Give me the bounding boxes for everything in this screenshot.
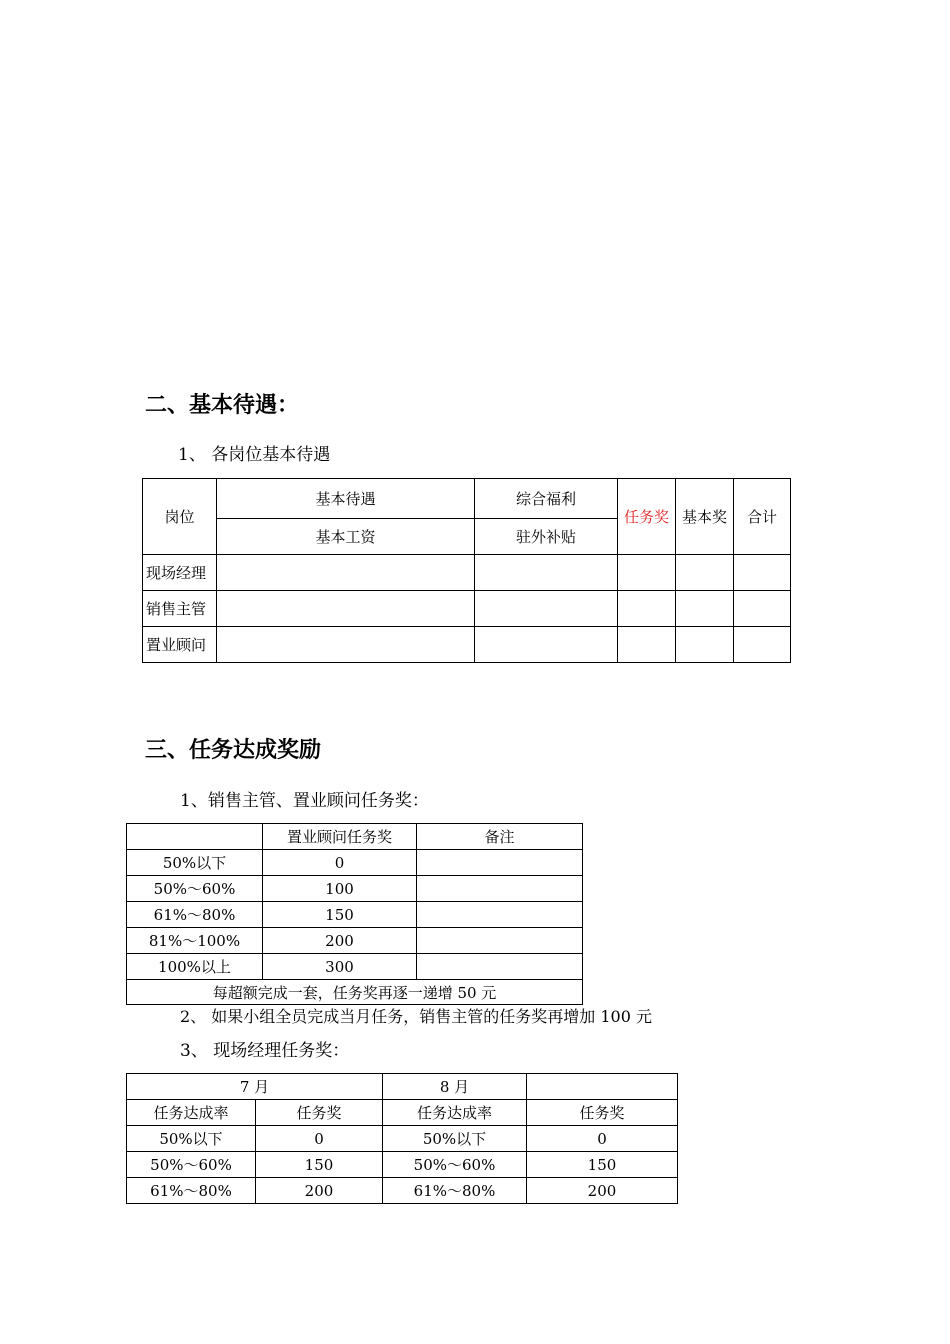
header-bonus-a: 任务奖 — [256, 1100, 383, 1126]
row-range: 100%以上 — [127, 954, 263, 980]
section-3-title: 三、任务达成奖励 — [145, 738, 322, 763]
table-row — [127, 1178, 678, 1204]
cell — [676, 591, 734, 627]
header-welfare: 综合福利 — [475, 479, 618, 519]
table-row — [127, 902, 583, 928]
row-rate-b: 50%～60% — [383, 1152, 527, 1178]
cell — [217, 555, 475, 591]
row-range: 81%～100% — [127, 928, 263, 954]
table-row — [127, 1152, 678, 1178]
row-bonus-a: 150 — [256, 1152, 383, 1178]
table-row — [127, 850, 583, 876]
header-total: 合计 — [734, 479, 791, 555]
header-task-bonus: 任务奖 — [618, 479, 676, 555]
header-rate-b: 任务达成率 — [383, 1100, 527, 1126]
cell — [618, 591, 676, 627]
header-position: 岗位 — [143, 479, 217, 555]
row-bonus-b: 150 — [527, 1152, 678, 1178]
row-range: 50%～60% — [127, 876, 263, 902]
header-allowance: 驻外补贴 — [475, 519, 618, 555]
row-bonus-b: 0 — [527, 1126, 678, 1152]
consultant-bonus-table — [126, 823, 583, 1005]
basic-pay-table — [142, 478, 791, 663]
row-range: 61%～80% — [127, 902, 263, 928]
cell — [734, 627, 791, 663]
table-row — [127, 876, 583, 902]
row-note — [417, 928, 583, 954]
row-bonus: 300 — [263, 954, 417, 980]
row-rate-a: 50%以下 — [127, 1126, 256, 1152]
cell — [217, 627, 475, 663]
header-blank — [527, 1074, 678, 1100]
header-bonus-b: 任务奖 — [527, 1100, 678, 1126]
cell — [217, 591, 475, 627]
row-note — [417, 876, 583, 902]
cell — [618, 555, 676, 591]
row-note — [417, 850, 583, 876]
table-footer-note: 每超额完成一套，任务奖再逐一递增 50 元 — [127, 980, 583, 1005]
cell — [676, 627, 734, 663]
table-row — [127, 1126, 678, 1152]
section-2-subtitle: 1、 各岗位基本待遇 — [178, 445, 331, 465]
row-note — [417, 954, 583, 980]
table-row — [127, 954, 583, 980]
table-row — [143, 555, 791, 591]
cell — [475, 627, 618, 663]
row-bonus: 200 — [263, 928, 417, 954]
cell — [475, 555, 618, 591]
cell — [618, 627, 676, 663]
cell — [475, 591, 618, 627]
header-month-a: 7 月 — [127, 1074, 383, 1100]
table-row — [143, 627, 791, 663]
row-note — [417, 902, 583, 928]
header-rate-a: 任务达成率 — [127, 1100, 256, 1126]
row-rate-a: 61%～80% — [127, 1178, 256, 1204]
row-bonus-a: 200 — [256, 1178, 383, 1204]
header-base-bonus: 基本奖 — [676, 479, 734, 555]
section-3-subtitle-1: 1、销售主管、置业顾问任务奖： — [180, 791, 429, 811]
cell — [734, 555, 791, 591]
section-3-subtitle-3: 3、 现场经理任务奖： — [180, 1041, 350, 1061]
row-rate-b: 61%～80% — [383, 1178, 527, 1204]
table-row — [143, 591, 791, 627]
row-position: 置业顾问 — [143, 627, 217, 663]
row-position: 现场经理 — [143, 555, 217, 591]
header-blank — [127, 824, 263, 850]
header-note: 备注 — [417, 824, 583, 850]
header-month-b: 8 月 — [383, 1074, 527, 1100]
table-row — [127, 928, 583, 954]
row-bonus: 150 — [263, 902, 417, 928]
header-consultant-bonus: 置业顾问任务奖 — [263, 824, 417, 850]
row-bonus-a: 0 — [256, 1126, 383, 1152]
section-3-subtitle-2: 2、 如果小组全员完成当月任务，销售主管的任务奖再增加 100 元 — [180, 1007, 652, 1026]
row-bonus-b: 200 — [527, 1178, 678, 1204]
row-bonus: 0 — [263, 850, 417, 876]
row-rate-b: 50%以下 — [383, 1126, 527, 1152]
section-2-title: 二、基本待遇： — [145, 393, 300, 418]
cell — [676, 555, 734, 591]
row-position: 销售主管 — [143, 591, 217, 627]
row-bonus: 100 — [263, 876, 417, 902]
header-basic-salary: 基本工资 — [217, 519, 475, 555]
cell — [734, 591, 791, 627]
header-basic: 基本待遇 — [217, 479, 475, 519]
row-range: 50%以下 — [127, 850, 263, 876]
manager-bonus-table — [126, 1073, 678, 1204]
row-rate-a: 50%～60% — [127, 1152, 256, 1178]
